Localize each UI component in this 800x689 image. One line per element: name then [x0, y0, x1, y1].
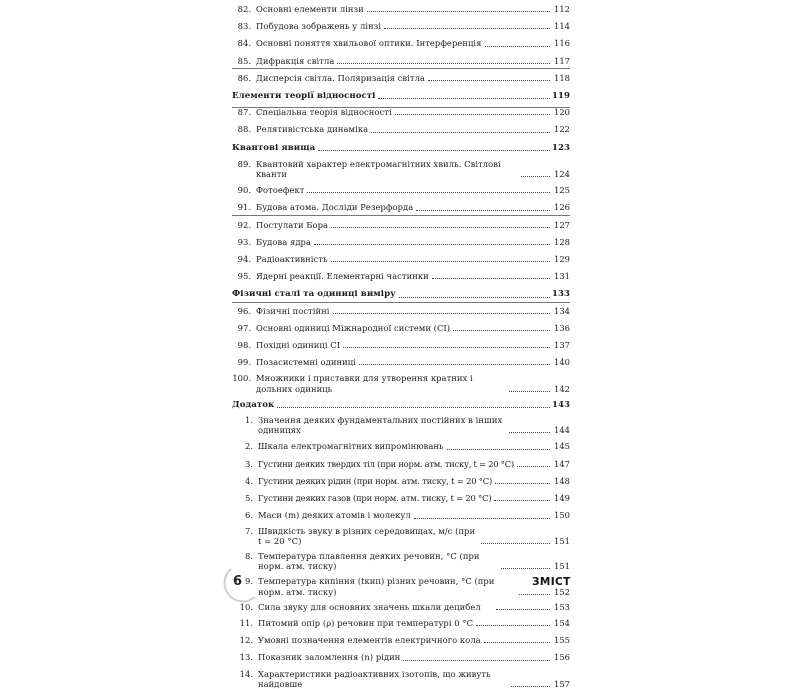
toc-entry-title: Позасистемні одиниці [256, 357, 356, 368]
toc-entry-number: 90. [237, 185, 251, 196]
toc-entry-title: Будова ядра [256, 236, 311, 247]
toc-entry-number: 85. [237, 55, 251, 66]
toc-section-page: 123 [552, 142, 570, 153]
toc-entry-page: 128 [554, 236, 570, 247]
toc-entry-number: 6. [245, 510, 253, 521]
leader-dots [521, 176, 550, 177]
toc-entry-number: 98. [237, 340, 251, 351]
leader-dots [428, 80, 550, 81]
toc-entry[interactable] [232, 652, 570, 662]
toc-entry[interactable] [232, 526, 570, 546]
table-of-contents [232, 0, 570, 689]
leader-dots [517, 466, 550, 467]
toc-entry-number: 7. [245, 525, 253, 536]
toc-entry-number: 2. [245, 441, 253, 452]
leader-dots [495, 483, 550, 484]
toc-entry-title: Температура плавлення деяких речовин, °C (при норм. атм. тиску) [258, 550, 480, 572]
toc-entry-number: 5. [245, 493, 253, 504]
toc-entry-number: 87. [237, 107, 251, 118]
leader-dots [337, 63, 550, 64]
toc-entry[interactable] [232, 323, 570, 333]
toc-entry-number: 3. [245, 458, 253, 469]
leader-dots [331, 261, 550, 262]
toc-entry-title: Будова атома. Досліди Резерфорда [256, 202, 414, 213]
toc-entry-title: Спеціальна теорія відносності [256, 107, 392, 118]
toc-entry[interactable] [232, 124, 570, 134]
section-rule [232, 302, 570, 303]
leader-dots [371, 132, 550, 133]
toc-section-title: Фізичні сталі та одиниці виміру [232, 289, 396, 300]
toc-entry-page: 117 [554, 55, 570, 66]
toc-entry-title: Характеристики радіоактивних ізотопів, що живуть найдовше [258, 668, 491, 689]
toc-entry-title: Похідні одиниці СІ [256, 340, 341, 351]
toc-entry-page: 150 [554, 510, 570, 521]
leader-dots [509, 432, 550, 433]
toc-entry-number: 86. [237, 72, 251, 83]
toc-entry[interactable] [232, 357, 570, 367]
toc-entry[interactable] [232, 510, 570, 520]
toc-entry[interactable] [232, 220, 570, 230]
toc-entry[interactable] [232, 254, 570, 264]
toc-entry[interactable] [232, 56, 570, 66]
toc-entry-title: Показник заломлення (n) рідин [258, 652, 401, 663]
leader-dots [485, 46, 551, 47]
leader-dots [378, 98, 550, 99]
toc-entry-page: 151 [554, 561, 570, 572]
toc-entry-title: Густини деяких рідин (при норм. атм. тиску, t = 20 °C) [258, 475, 493, 486]
toc-entry[interactable] [232, 306, 570, 316]
toc-entry-number: 9. [245, 576, 253, 587]
toc-entry-title: Маси (m) деяких атомів і молекул [258, 510, 411, 521]
toc-entry-number: 100. [232, 373, 251, 384]
toc-entry-number: 11. [239, 617, 253, 628]
toc-entry-page: 126 [554, 202, 570, 213]
leader-dots [331, 227, 550, 228]
toc-entry-title: Фізичні постійні [256, 305, 330, 316]
toc-entry-page: 129 [554, 254, 570, 265]
toc-section-heading[interactable] [232, 400, 570, 410]
leader-dots [501, 568, 550, 569]
leader-dots [403, 660, 550, 661]
toc-section-page: 119 [552, 91, 570, 102]
toc-entry-page: 136 [554, 322, 570, 333]
leader-dots [314, 244, 550, 245]
toc-entry[interactable] [232, 107, 570, 117]
toc-entry-title: Множники і приставки для утворення кратних і дольних одиниць [256, 373, 473, 394]
toc-entry-number: 95. [237, 271, 251, 282]
toc-entry-number: 97. [237, 322, 251, 333]
toc-entry[interactable] [232, 373, 570, 393]
toc-entry-title: Умовні позначення елементів електричного кола [258, 635, 481, 646]
toc-entry-page: 152 [554, 586, 570, 597]
toc-entry-page: 151 [554, 535, 570, 546]
toc-section-page: 143 [552, 399, 570, 410]
leader-dots [447, 449, 550, 450]
toc-entry[interactable] [232, 618, 570, 628]
toc-entry-title: Швидкість звуку в різних середовищах, м/с (при t = 20 °C) [258, 525, 476, 546]
toc-entry[interactable] [232, 202, 570, 212]
toc-entry-title: Фотоефект [256, 185, 305, 196]
toc-entry-page: 118 [554, 72, 570, 83]
section-rule [232, 68, 570, 69]
toc-section-heading[interactable] [232, 91, 570, 101]
toc-entry-page: 156 [554, 652, 570, 663]
toc-entry[interactable] [232, 73, 570, 83]
toc-entry[interactable] [232, 635, 570, 645]
toc-entry[interactable] [232, 551, 570, 571]
toc-entry-title: Побудова зображень у лінзі [256, 21, 382, 32]
toc-entry-page: 127 [554, 219, 570, 230]
toc-entry[interactable] [232, 415, 570, 435]
toc-entry-title: Основні одиниці Міжнародної системи (СІ) [256, 322, 451, 333]
leader-dots [494, 500, 550, 501]
toc-section-title: Елементи теорії відносності [232, 91, 376, 102]
toc-entry-title: Постулати Бора [256, 219, 329, 230]
toc-entry-number: 92. [237, 219, 251, 230]
toc-entry[interactable] [232, 185, 570, 195]
toc-entry-title: Густини деяких твердих тіл (при норм. атм. тиску, t = 20 °C) [258, 458, 514, 469]
leader-dots [343, 347, 550, 348]
toc-section-title: Додаток [232, 399, 275, 410]
toc-entry-number: 83. [237, 21, 251, 32]
toc-entry-number: 4. [245, 475, 253, 486]
leader-dots [509, 391, 550, 392]
toc-entry[interactable] [232, 237, 570, 247]
leader-dots [476, 625, 550, 626]
toc-entry-number: 96. [237, 305, 251, 316]
section-rule [232, 107, 570, 108]
toc-entry-number: 12. [239, 635, 253, 646]
toc-entry[interactable] [232, 38, 570, 48]
running-footer-title: ЗМІСТ [532, 576, 571, 588]
toc-entry-title: Радіоактивність [256, 254, 328, 265]
toc-entry-number: 89. [237, 158, 251, 169]
toc-section-heading[interactable] [232, 143, 570, 153]
leader-dots [399, 297, 550, 298]
toc-entry[interactable] [232, 669, 570, 689]
toc-entry-number: 10. [239, 601, 253, 612]
leader-dots [519, 594, 550, 595]
toc-entry-title: Густини деяких газов (при норм. атм. тиску, t = 20 °C) [258, 493, 492, 504]
toc-entry-page: 124 [554, 169, 570, 180]
toc-entry[interactable] [232, 21, 570, 31]
toc-entry-page: 116 [554, 38, 570, 49]
toc-entry-title: Дисперсія світла. Поляризація світла [256, 72, 425, 83]
toc-entry-title: Квантовий характер електромагнітних хвиль. Світлові кванти [256, 158, 501, 180]
toc-entry-page: 120 [554, 107, 570, 118]
toc-entry-title: Шкала електромагнітних випромінювань [258, 441, 444, 452]
toc-entry-page: 137 [554, 340, 570, 351]
toc-entry-number: 1. [245, 415, 253, 426]
toc-entry-title: Сила звуку для основних значень шкали децибел [258, 601, 481, 612]
toc-entry-number: 8. [245, 550, 253, 561]
section-rule [232, 215, 570, 216]
toc-section-heading[interactable] [232, 289, 570, 299]
toc-section-page: 133 [552, 289, 570, 300]
toc-entry-page: 149 [554, 493, 570, 504]
toc-entry[interactable] [232, 4, 570, 14]
toc-entry-page: 131 [554, 271, 570, 282]
leader-dots [318, 150, 550, 151]
toc-entry[interactable] [232, 576, 570, 596]
leader-dots [416, 210, 550, 211]
toc-entry-page: 125 [554, 185, 570, 196]
leader-dots [414, 518, 550, 519]
page-number: 6 [233, 574, 243, 589]
leader-dots [453, 330, 550, 331]
toc-entry-page: 114 [554, 21, 570, 32]
toc-entry-title: Дифракція світла [256, 55, 335, 66]
toc-entry-number: 93. [237, 236, 251, 247]
toc-entry-title: Релятивістська динаміка [256, 124, 369, 135]
toc-entry[interactable] [232, 493, 570, 503]
toc-entry-title: Основні поняття хвильової оптики. Інтерференція [256, 38, 482, 49]
toc-entry-title: Основні елементи лінзи [256, 4, 364, 14]
toc-entry-number: 14. [239, 668, 253, 679]
toc-entry-page: 144 [554, 425, 570, 436]
toc-entry-title: Температура кипіння (tкип) різних речовин, °C (при норм. атм. тиску) [258, 576, 495, 597]
toc-entry-number: 99. [237, 357, 251, 368]
toc-entry-page: 154 [554, 617, 570, 628]
leader-dots [277, 407, 550, 408]
leader-dots [395, 114, 550, 115]
toc-entry-page: 142 [554, 383, 570, 394]
toc-entry-title: Ядерні реакції. Елементарні частинки [256, 271, 429, 282]
toc-entry-page: 122 [554, 124, 570, 135]
leader-dots [333, 313, 550, 314]
toc-entry-number: 91. [237, 202, 251, 213]
toc-entry-page: 148 [554, 475, 570, 486]
toc-entry-number: 88. [237, 124, 251, 135]
toc-entry-page: 155 [554, 635, 570, 646]
toc-entry-page: 140 [554, 357, 570, 368]
page-number-ornament [225, 565, 265, 601]
toc-entry-title: Значення деяких фундаментальних постійних в інших одиницях [258, 415, 503, 436]
toc-entry-page: 145 [554, 441, 570, 452]
toc-entry[interactable] [232, 602, 570, 612]
leader-dots [384, 28, 550, 29]
toc-entry[interactable] [232, 441, 570, 451]
toc-entry[interactable] [232, 340, 570, 350]
toc-entry-number: 82. [237, 4, 251, 14]
leader-dots [307, 192, 550, 193]
toc-entry[interactable] [232, 159, 570, 179]
toc-entry-number: 84. [237, 38, 251, 49]
toc-entry-page: 134 [554, 305, 570, 316]
toc-entry-number: 13. [239, 652, 253, 663]
toc-entry-page: 147 [554, 458, 570, 469]
toc-section-title: Квантові явища [232, 142, 316, 153]
toc-entry[interactable] [232, 476, 570, 486]
toc-entry-number: 94. [237, 254, 251, 265]
toc-entry[interactable] [232, 459, 570, 469]
leader-dots [496, 609, 550, 610]
leader-dots [511, 686, 550, 687]
toc-entry-title: Питомий опір (ρ) речовин при температурі 0 °C [258, 617, 474, 628]
leader-dots [432, 278, 550, 279]
leader-dots [484, 642, 550, 643]
toc-entry-page: 112 [554, 4, 570, 14]
toc-entry[interactable] [232, 271, 570, 281]
leader-dots [367, 11, 550, 12]
leader-dots [359, 364, 550, 365]
toc-entry-page: 153 [554, 601, 570, 612]
leader-dots [481, 543, 550, 544]
toc-entry-page: 157 [554, 678, 570, 689]
